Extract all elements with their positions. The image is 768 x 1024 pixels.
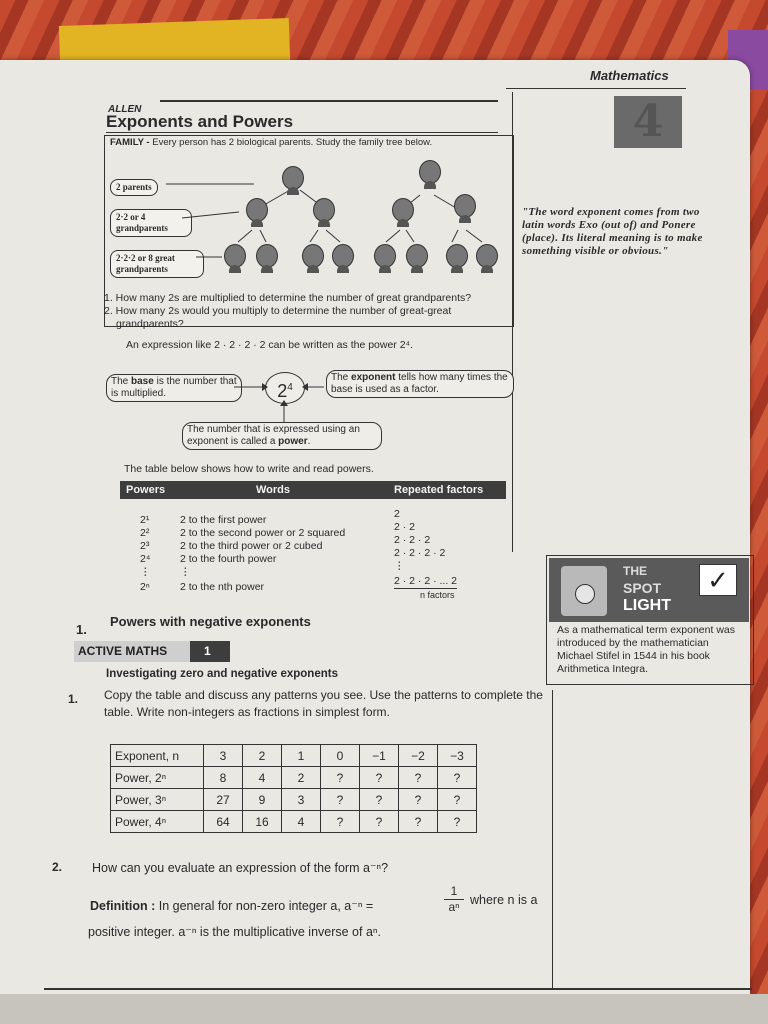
family-question-1: 1. How many 2s are multiplied to determine the number of great grandparents? xyxy=(104,292,472,304)
title-rule-bottom xyxy=(106,132,498,133)
table-row: Power, 3ⁿ 27 9 3 ? ? ? ? xyxy=(111,789,477,811)
subject-label: Mathematics xyxy=(590,68,669,83)
spotlight-icon xyxy=(561,566,607,616)
power-callout: The number that is expressed using an exponent is called a power. xyxy=(182,422,382,450)
page-bottom-rule xyxy=(44,988,752,990)
table-row: Power, 2ⁿ 8 4 2 ? ? ? ? xyxy=(111,767,477,789)
base-callout: The base is the number that is multiplied. xyxy=(106,374,242,402)
section-number: 1. xyxy=(76,622,87,637)
spotlight-title: THE SPOT LIGHT xyxy=(623,564,671,614)
header-rule xyxy=(506,88,686,89)
title-rule-top xyxy=(160,100,498,102)
definition-end: positive integer. a⁻ⁿ is the multiplicative inverse of aⁿ. xyxy=(88,925,381,939)
expression-line: An expression like 2 · 2 · 2 · 2 can be written as the power 2⁴. xyxy=(126,339,413,351)
page-title: Exponents and Powers xyxy=(106,112,294,131)
person-icon xyxy=(392,198,414,222)
definition-line: Definition : In general for non-zero integer a, a⁻ⁿ = xyxy=(90,899,374,913)
powers-table-header: Powers Words Repeated factors xyxy=(120,481,506,499)
task-2-number: 2. xyxy=(52,860,63,874)
person-icon xyxy=(374,244,396,268)
table-row: Exponent, n 3 2 1 0 −1 −2 −3 xyxy=(111,745,477,767)
exponent-quote: "The word exponent comes from two latin words Exo (out of) and Ponere (place). Its literal meaning is to make something visible or obvious." xyxy=(522,206,703,257)
spotlight-header xyxy=(549,558,749,622)
exponent-callout: The exponent tells how many times the base is used as a factor. xyxy=(326,370,514,398)
brand-logo: ALLEN xyxy=(108,104,142,115)
smiley-icon xyxy=(575,584,595,604)
check-icon: ✓ xyxy=(699,564,737,596)
person-icon xyxy=(302,244,324,268)
family-intro: FAMILY - Every person has 2 biological parents. Study the family tree below. xyxy=(110,137,433,148)
person-icon xyxy=(454,194,476,218)
label-grandparents: 2·2 or 4 grandparents xyxy=(110,209,192,237)
person-icon xyxy=(406,244,428,268)
person-icon xyxy=(256,244,278,268)
person-icon xyxy=(332,244,354,268)
person-icon xyxy=(313,198,335,222)
person-icon xyxy=(476,244,498,268)
words-column: 2 to the first power 2 to the second power or 2 squared 2 to the third power or 2 cubed 2 to the fourth power ⋮ 2 to the nth power xyxy=(180,514,346,593)
table-intro: The table below shows how to write and read powers. xyxy=(124,463,374,475)
chapter-number: 4 xyxy=(614,96,682,148)
investigate-heading: Investigating zero and negative exponents xyxy=(106,668,338,680)
spotlight-text: As a mathematical term exponent was introduced by the mathematician Michael Stifel in 1544 in his book Arithmetica Integra. xyxy=(557,624,735,675)
active-maths-banner: ACTIVE MATHS 1 xyxy=(74,641,230,662)
callout-arrows xyxy=(230,370,340,430)
factors-column: 2 2 · 2 2 · 2 · 2 2 · 2 · 2 · 2 ⋮ 2 · 2 · 2 · ... 2 n factors xyxy=(394,508,458,600)
definition-continued: where n is a xyxy=(470,893,538,907)
family-question-2: 2. How many 2s would you multiply to determine the number of great-great grandparents? xyxy=(104,305,452,330)
label-great-grandparents: 2·2·2 or 8 great grandparents xyxy=(110,250,204,278)
definition-fraction: 1 aⁿ xyxy=(444,884,464,915)
person-icon xyxy=(282,166,304,190)
exponent-table xyxy=(110,744,477,833)
table-row: Power, 4ⁿ 64 16 4 ? ? ? ? xyxy=(111,811,477,833)
section-title: Powers with negative exponents xyxy=(110,614,311,629)
person-icon xyxy=(224,244,246,268)
page-below xyxy=(0,994,768,1024)
person-icon xyxy=(419,160,441,184)
column-divider-lower xyxy=(552,690,553,990)
person-icon xyxy=(446,244,468,268)
task-2-text: How can you evaluate an expression of the form a⁻ⁿ? xyxy=(92,861,389,875)
spotlight-box xyxy=(546,555,754,685)
task-1-number: 1. xyxy=(68,692,79,706)
power-example: $2^4$ xyxy=(265,372,305,404)
task-1-text: Copy the table and discuss any patterns you see. Use the patterns to complete the table. Write non-integers as fractions in simplest form. xyxy=(104,688,543,719)
label-parents: 2 parents xyxy=(110,179,158,196)
person-icon xyxy=(246,198,268,222)
powers-column: 2¹ 2² 2³ 2⁴ ⋮ 2ⁿ xyxy=(140,514,151,593)
